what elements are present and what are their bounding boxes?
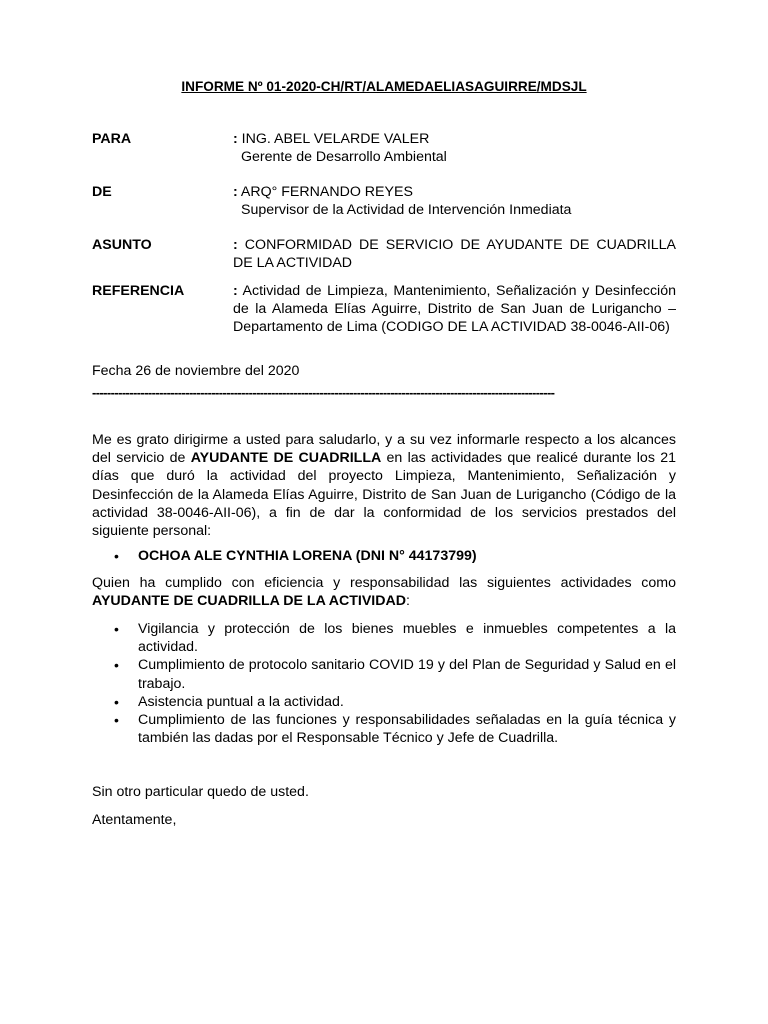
de-field: [92, 183, 676, 219]
intro-text-start: Me es grato dirigirme a usted para saludarlo, y a su vez informarle respecto a los alcances del servicio de: [92, 432, 676, 467]
activities-intro-end: :: [405, 593, 410, 610]
activities-list: [92, 620, 676, 747]
personal-name: OCHOA ALE CYNTHIA LORENA (DNI N° 44173799): [138, 548, 477, 564]
intro-service-bold: AYUDANTE DE CUADRILLA: [190, 450, 382, 467]
activities-intro-bold: AYUDANTE DE CUADRILLA DE LA ACTIVIDAD: [92, 593, 406, 610]
para-field: [92, 130, 676, 166]
referencia-content: [233, 282, 676, 337]
asunto-label: ASUNTO: [92, 237, 152, 253]
activity-text: Vigilancia y protección de los bienes muebles e inmuebles competentes a la actividad.: [138, 621, 676, 656]
asunto-colon: :: [233, 237, 238, 253]
bullet-icon: •: [114, 712, 119, 729]
asunto-field: [92, 236, 676, 272]
bullet-icon: •: [114, 693, 119, 710]
personal-item: [92, 547, 676, 565]
separator-line: ----------------------------------------------------------------------------------------------------------------------------: [92, 385, 555, 400]
signoff-line: Atentamente,: [92, 812, 177, 828]
activities-intro: [92, 574, 676, 610]
para-content: [233, 130, 676, 166]
activity-text: Asistencia puntual a la actividad.: [138, 693, 344, 710]
referencia-label: REFERENCIA: [92, 283, 185, 299]
referencia-colon: :: [233, 283, 238, 299]
de-label: DE: [92, 184, 112, 200]
activity-item: [92, 711, 676, 747]
para-colon: :: [233, 131, 238, 147]
intro-text-end: en las actividades que realicé durante los 21 días que duró la actividad del proyecto Limpieza, Mantenimiento, Señalización y Desinfección de la Alameda Elías Aguirre, Distrito de San Juan de Lurigancho (Código de la actividad 38-0046-AII-06), a fin de dar la conformidad de los servicios prestados del siguiente personal:: [92, 450, 676, 540]
bullet-icon: •: [114, 548, 119, 564]
activity-item: [92, 656, 676, 692]
date-line: Fecha 26 de noviembre del 2020: [92, 363, 300, 379]
asunto-content: [233, 236, 676, 272]
closing-line: Sin otro particular quedo de usted.: [92, 784, 309, 800]
intro-paragraph: [92, 431, 676, 540]
de-position: Supervisor de la Actividad de Intervención Inmediata: [241, 202, 572, 219]
activity-item: [92, 620, 676, 656]
de-colon: :: [233, 184, 238, 200]
asunto-text: CONFORMIDAD DE SERVICIO DE AYUDANTE DE CUADRILLA DE LA ACTIVIDAD: [233, 237, 676, 272]
para-position: Gerente de Desarrollo Ambiental: [241, 149, 447, 166]
activities-intro-start: Quien ha cumplido con eficiencia y responsabilidad las siguientes actividades como: [92, 575, 676, 591]
bullet-icon: •: [114, 621, 119, 637]
referencia-field: [92, 282, 676, 337]
activity-text: Cumplimiento de las funciones y responsabilidades señaladas en la guía técnica y también las dadas por el Responsable Técnico y Jefe de Cuadrilla.: [138, 712, 676, 747]
report-title: INFORME Nº 01-2020-CH/RT/ALAMEDAELIASAGUIRRE/MDSJL: [181, 79, 587, 94]
activity-item: [92, 693, 676, 711]
para-label: PARA: [92, 131, 132, 147]
bullet-icon: •: [114, 657, 119, 674]
personal-list: [92, 547, 676, 565]
referencia-text: Actividad de Limpieza, Mantenimiento, Señalización y Desinfección de la Alameda Elías Aguirre, Distrito de San Juan de Lurigancho – Departamento de Lima (CODIGO DE LA ACTIVIDAD 38-0046-AII-06): [233, 283, 676, 336]
para-name: ING. ABEL VELARDE VALER: [237, 131, 430, 147]
de-content: [233, 183, 676, 219]
activity-text: Cumplimiento de protocolo sanitario COVID 19 y del Plan de Seguridad y Salud en el trabajo.: [138, 657, 676, 692]
de-name: ARQ° FERNANDO REYES: [237, 184, 413, 200]
